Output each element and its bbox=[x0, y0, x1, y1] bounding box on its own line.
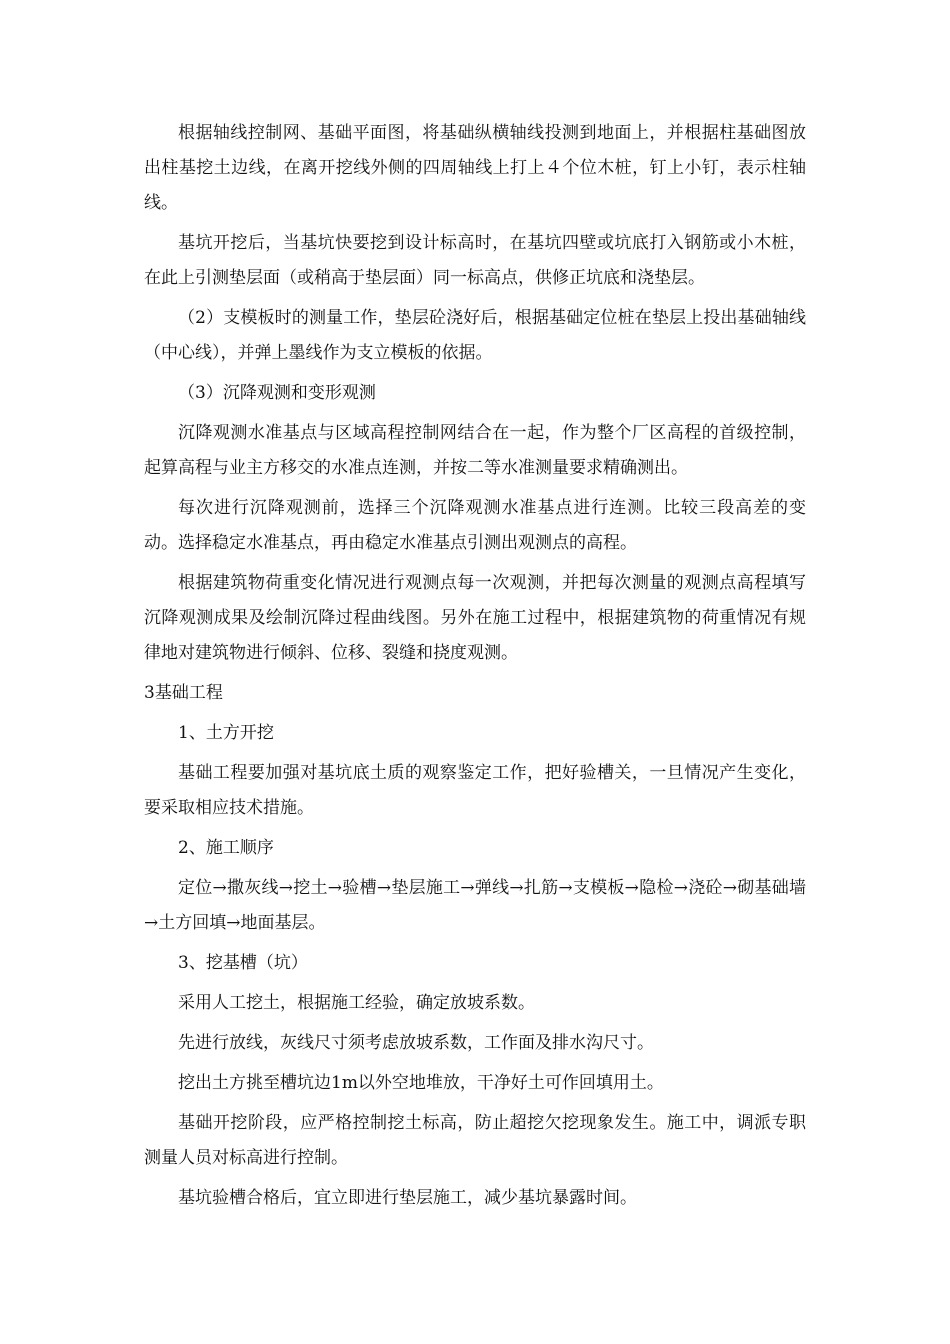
paragraph: 每次进行沉降观测前，选择三个沉降观测水准基点进行连测。比较三段高差的变动。选择稳定水准基点，再由稳定水准基点引测出观测点的高程。 bbox=[144, 498, 806, 553]
document-page bbox=[144, 116, 806, 1221]
paragraph: 采用人工挖土，根据施工经验，确定放坡系数。 bbox=[178, 993, 535, 1013]
paragraph: 基础工程要加强对基坑底土质的观察鉴定工作，把好验槽关，一旦情况产生变化，要采取相应技术措施。 bbox=[144, 763, 806, 818]
paragraph: （2）支模板时的测量工作，垫层砼浇好后，根据基础定位桩在垫层上投出基础轴线（中心线），并弹上墨线作为支立模板的依据。 bbox=[144, 308, 806, 363]
subheading: 2、施工顺序 bbox=[178, 838, 274, 858]
paragraph: 定位→撒灰线→挖土→验槽→垫层施工→弹线→扎筋→支模板→隐检→浇砼→砌基础墙→土方回填→地面基层。 bbox=[144, 878, 806, 933]
paragraph: 沉降观测水准基点与区域高程控制网结合在一起，作为整个厂区高程的首级控制，起算高程与业主方移交的水准点连测，并按二等水准测量要求精确测出。 bbox=[144, 423, 806, 478]
paragraph: 基坑验槽合格后，宜立即进行垫层施工，减少基坑暴露时间。 bbox=[178, 1188, 637, 1208]
subheading: 3、挖基槽（坑） bbox=[178, 953, 308, 973]
paragraph: 基坑开挖后，当基坑快要挖到设计标高时，在基坑四壁或坑底打入钢筋或小木桩，在此上引测垫层面（或稍高于垫层面）同一标高点，供修正坑底和浇垫层。 bbox=[144, 233, 806, 288]
subheading: （3）沉降观测和变形观测 bbox=[178, 383, 376, 403]
paragraph: 挖出土方挑至槽坑边1m以外空地堆放，干净好土可作回填用土。 bbox=[178, 1073, 664, 1093]
subheading: 1、土方开挖 bbox=[178, 723, 274, 743]
paragraph: 基础开挖阶段，应严格控制挖土标高，防止超挖欠挖现象发生。施工中，调派专职测量人员对标高进行控制。 bbox=[144, 1113, 806, 1168]
paragraph: 先进行放线，灰线尺寸须考虑放坡系数，工作面及排水沟尺寸。 bbox=[178, 1033, 654, 1053]
section-title: 3基础工程 bbox=[144, 683, 223, 703]
paragraph: 根据建筑物荷重变化情况进行观测点每一次观测，并把每次测量的观测点高程填写沉降观测成果及绘制沉降过程曲线图。另外在施工过程中，根据建筑物的荷重情况有规律地对建筑物进行倾斜、位移、裂缝和挠度观测。 bbox=[144, 573, 806, 663]
paragraph: 根据轴线控制网、基础平面图，将基础纵横轴线投测到地面上，并根据柱基础图放出柱基挖土边线，在离开挖线外侧的四周轴线上打上４个位木桩，钉上小钉，表示柱轴线。 bbox=[144, 123, 806, 213]
